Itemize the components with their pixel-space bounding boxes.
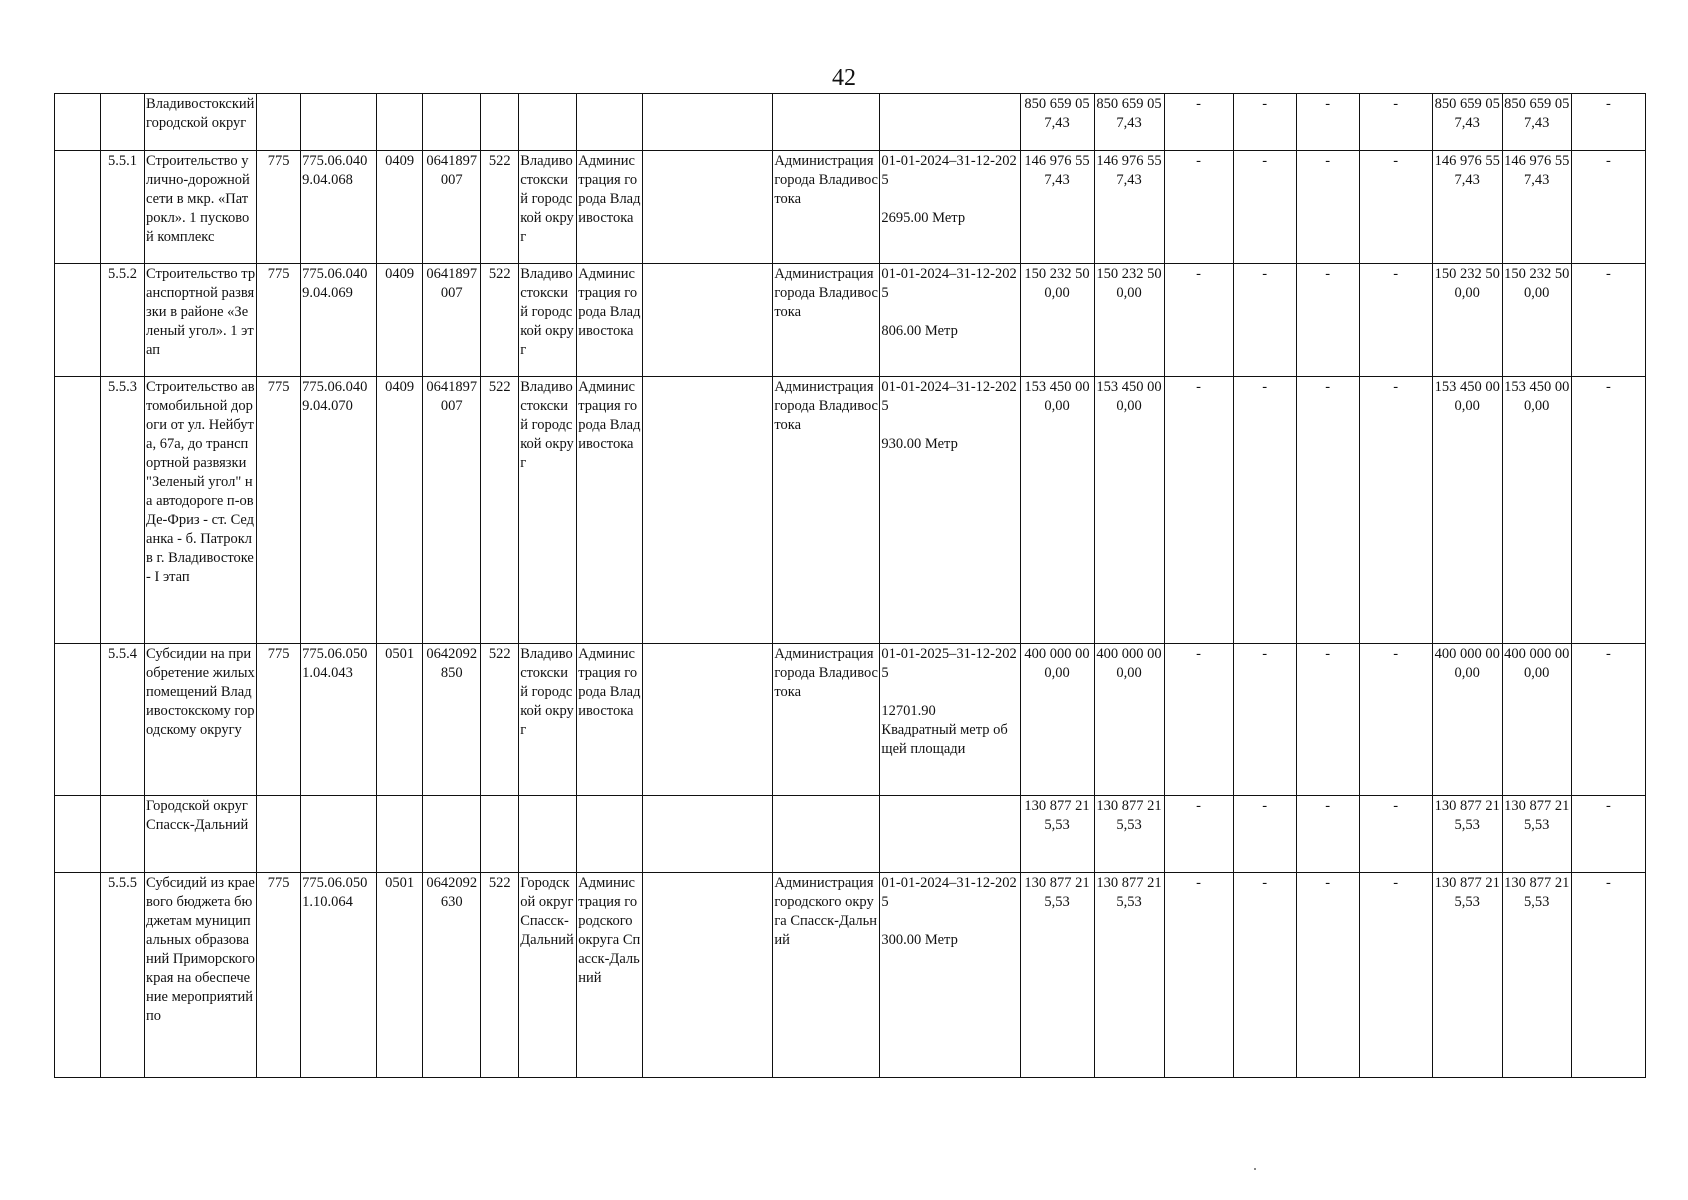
dash-cell-text: - xyxy=(1605,153,1611,169)
dash-cell xyxy=(1164,264,1233,377)
measure-name-text: Строительство автомобильной дороги от ул. Нейбута, 67а, до транспортной развязки "Зеленый угол" на автодороге п-ов Де-Фриз - ст. Седанка - б. Патрокл в г. Владивостоке - I этап xyxy=(146,379,258,585)
section-code xyxy=(377,151,423,264)
row-number-text: 5.5.5 xyxy=(108,875,138,891)
responsible xyxy=(773,377,880,644)
vr-code xyxy=(481,94,519,151)
row-number-text: 5.5.4 xyxy=(108,646,138,662)
dash-cell xyxy=(1571,873,1645,1078)
section-code-text: 0409 xyxy=(385,153,415,169)
blank-cell xyxy=(55,94,101,151)
total-amount-text: 400 000 000,00 xyxy=(1024,646,1090,681)
grbs-code xyxy=(257,94,301,151)
measure-name-text: Городской округ Спасск-Дальний xyxy=(146,798,252,833)
section-code xyxy=(377,264,423,377)
regional-amount xyxy=(1432,151,1502,264)
dash-cell-text: - xyxy=(1325,153,1331,169)
territory-text: Владивостокский городской округ xyxy=(520,266,574,358)
blank-cell xyxy=(55,644,101,796)
table-row xyxy=(55,644,1646,796)
period-indicator-text: 01-01-2024–31-12-2025 300.00 Метр xyxy=(881,875,1017,948)
dash-cell xyxy=(1164,873,1233,1078)
csr-code-text: 0641897007 xyxy=(426,379,478,414)
vr-code xyxy=(481,796,519,873)
regional-amount-text: 150 232 500,00 xyxy=(1434,266,1500,301)
dash-cell-text: - xyxy=(1325,798,1331,814)
period-indicator-text: 01-01-2024–31-12-2025 806.00 Метр xyxy=(881,266,1017,339)
dash-cell-text: - xyxy=(1262,379,1268,395)
grbs-code-text: 775 xyxy=(267,266,290,282)
target-code-text: 775.06.0501.10.064 xyxy=(302,875,368,910)
regional-amount xyxy=(1432,644,1502,796)
dash-cell xyxy=(1164,151,1233,264)
dash-cell-text: - xyxy=(1196,96,1201,112)
sum-amount xyxy=(1502,264,1571,377)
executor xyxy=(577,873,643,1078)
csr-code-text: 0641897007 xyxy=(426,153,478,188)
section-code xyxy=(377,644,423,796)
empty-cell xyxy=(643,151,773,264)
dash-cell xyxy=(1233,377,1296,644)
sum-amount xyxy=(1502,151,1571,264)
target-code xyxy=(301,377,377,644)
period-indicator xyxy=(880,796,1020,873)
dash-cell xyxy=(1296,151,1359,264)
federal-amount xyxy=(1094,264,1164,377)
dash-cell-text: - xyxy=(1605,96,1611,112)
regional-amount xyxy=(1432,94,1502,151)
dash-cell xyxy=(1296,377,1359,644)
row-number xyxy=(101,94,145,151)
target-code xyxy=(301,873,377,1078)
empty-cell xyxy=(643,644,773,796)
territory xyxy=(519,94,577,151)
regional-amount xyxy=(1432,377,1502,644)
responsible-text: Администрация города Владивостока xyxy=(774,266,878,320)
measure-name xyxy=(145,264,257,377)
dash-cell xyxy=(1296,873,1359,1078)
dash-cell xyxy=(1359,377,1432,644)
measure-name-text: Строительство улично-дорожной сети в мкр. «Патрокл». 1 пусковой комплекс xyxy=(146,153,254,245)
dash-cell xyxy=(1359,94,1432,151)
csr-code xyxy=(423,796,481,873)
executor-text: Администрация города Владивостока xyxy=(578,379,641,452)
dash-cell xyxy=(1296,796,1359,873)
period-indicator xyxy=(880,377,1020,644)
dash-cell xyxy=(1164,644,1233,796)
regional-amount-text: 146 976 557,43 xyxy=(1434,153,1500,188)
blank-cell xyxy=(55,377,101,644)
responsible-text: Администрация города Владивостока xyxy=(774,379,878,433)
period-indicator xyxy=(880,644,1020,796)
target-code-text: 775.06.0409.04.070 xyxy=(302,379,368,414)
responsible xyxy=(773,264,880,377)
period-indicator xyxy=(880,873,1020,1078)
csr-code xyxy=(423,151,481,264)
blank-cell xyxy=(55,151,101,264)
section-code-text: 0501 xyxy=(385,875,415,891)
vr-code-text: 522 xyxy=(488,875,511,891)
executor xyxy=(577,644,643,796)
empty-cell xyxy=(643,94,773,151)
dash-cell-text: - xyxy=(1262,266,1268,282)
measure-name-text: Владивостокский городской округ xyxy=(146,96,259,131)
territory-text: Городской округ Спасск-Дальний xyxy=(520,875,578,948)
dash-cell-text: - xyxy=(1196,875,1201,891)
empty-cell xyxy=(643,264,773,377)
row-number xyxy=(101,796,145,873)
section-code xyxy=(377,873,423,1078)
row-number xyxy=(101,151,145,264)
dash-cell-text: - xyxy=(1393,798,1399,814)
dash-cell-text: - xyxy=(1262,798,1268,814)
territory-text: Владивостокский городской округ xyxy=(520,153,574,245)
dash-cell xyxy=(1359,796,1432,873)
table-row xyxy=(55,94,1646,151)
target-code-text: 775.06.0409.04.069 xyxy=(302,266,368,301)
csr-code xyxy=(423,873,481,1078)
sum-amount-text: 850 659 057,43 xyxy=(1504,96,1570,131)
dash-cell xyxy=(1571,796,1645,873)
section-code-text: 0409 xyxy=(385,266,415,282)
csr-code-text: 0641897007 xyxy=(426,266,478,301)
target-code-text: 775.06.0501.04.043 xyxy=(302,646,368,681)
blank-cell xyxy=(55,796,101,873)
dash-cell-text: - xyxy=(1262,153,1268,169)
federal-amount xyxy=(1094,644,1164,796)
federal-amount-text: 400 000 000,00 xyxy=(1096,646,1162,681)
csr-code xyxy=(423,377,481,644)
total-amount xyxy=(1020,151,1094,264)
executor-text: Администрация города Владивостока xyxy=(578,266,641,339)
total-amount xyxy=(1020,873,1094,1078)
dash-cell-text: - xyxy=(1393,875,1399,891)
table-row xyxy=(55,151,1646,264)
total-amount xyxy=(1020,644,1094,796)
empty-cell xyxy=(643,796,773,873)
period-indicator-text: 01-01-2025–31-12-2025 12701.90 Квадратный метр общей площади xyxy=(881,646,1017,757)
sum-amount-text: 146 976 557,43 xyxy=(1504,153,1570,188)
regional-amount xyxy=(1432,264,1502,377)
total-amount-text: 146 976 557,43 xyxy=(1024,153,1090,188)
measure-name xyxy=(145,873,257,1078)
dash-cell xyxy=(1359,644,1432,796)
dash-cell xyxy=(1571,94,1645,151)
dash-cell-text: - xyxy=(1393,379,1399,395)
target-code xyxy=(301,94,377,151)
period-indicator-text: 01-01-2024–31-12-2025 930.00 Метр xyxy=(881,379,1017,452)
measure-name-text: Субсидии на приобретение жилых помещений Владивостокскому городскому округу xyxy=(146,646,259,738)
responsible xyxy=(773,644,880,796)
responsible-text: Администрация города Владивостока xyxy=(774,153,878,207)
executor xyxy=(577,796,643,873)
responsible xyxy=(773,873,880,1078)
period-indicator xyxy=(880,94,1020,151)
executor-text: Администрация города Владивостока xyxy=(578,646,641,719)
sum-amount xyxy=(1502,796,1571,873)
federal-amount-text: 153 450 000,00 xyxy=(1096,379,1162,414)
dash-cell xyxy=(1571,377,1645,644)
target-code xyxy=(301,151,377,264)
section-code-text: 0501 xyxy=(385,646,415,662)
responsible xyxy=(773,94,880,151)
grbs-code-text: 775 xyxy=(267,875,290,891)
sum-amount-text: 130 877 215,53 xyxy=(1504,875,1570,910)
table-row xyxy=(55,377,1646,644)
table-row xyxy=(55,873,1646,1078)
scan-speck xyxy=(1254,1168,1256,1170)
row-number xyxy=(101,873,145,1078)
dash-cell-text: - xyxy=(1262,875,1268,891)
total-amount xyxy=(1020,377,1094,644)
row-number xyxy=(101,264,145,377)
regional-amount xyxy=(1432,796,1502,873)
row-number-text: 5.5.3 xyxy=(108,379,138,395)
dash-cell-text: - xyxy=(1393,266,1399,282)
dash-cell xyxy=(1296,94,1359,151)
section-code-text: 0409 xyxy=(385,379,415,395)
csr-code xyxy=(423,94,481,151)
grbs-code-text: 775 xyxy=(267,646,290,662)
measure-name xyxy=(145,796,257,873)
measure-name-text: Субсидий из краевого бюджета бюджетам муниципальных образований Приморского края на обеспечение мероприятий по xyxy=(146,875,259,1024)
responsible xyxy=(773,151,880,264)
federal-amount xyxy=(1094,796,1164,873)
dash-cell xyxy=(1233,151,1296,264)
section-code xyxy=(377,94,423,151)
sum-amount-text: 130 877 215,53 xyxy=(1504,798,1570,833)
sum-amount-text: 150 232 500,00 xyxy=(1504,266,1570,301)
measure-name xyxy=(145,151,257,264)
dash-cell xyxy=(1164,796,1233,873)
federal-amount-text: 150 232 500,00 xyxy=(1096,266,1162,301)
measure-name xyxy=(145,377,257,644)
grbs-code xyxy=(257,644,301,796)
total-amount-text: 850 659 057,43 xyxy=(1024,96,1090,131)
dash-cell xyxy=(1296,644,1359,796)
dash-cell-text: - xyxy=(1605,379,1611,395)
measure-name-text: Строительство транспортной развязки в районе «Зеленый угол». 1 этап xyxy=(146,266,256,358)
dash-cell-text: - xyxy=(1196,646,1201,662)
dash-cell-text: - xyxy=(1325,646,1331,662)
measure-name xyxy=(145,94,257,151)
page-number: 42 xyxy=(832,65,856,91)
grbs-code xyxy=(257,377,301,644)
total-amount-text: 153 450 000,00 xyxy=(1024,379,1090,414)
dash-cell-text: - xyxy=(1196,266,1201,282)
dash-cell-text: - xyxy=(1605,266,1611,282)
dash-cell xyxy=(1233,873,1296,1078)
row-number-text: 5.5.1 xyxy=(108,153,138,169)
dash-cell xyxy=(1233,264,1296,377)
program-table xyxy=(54,93,1646,1078)
measure-name xyxy=(145,644,257,796)
sum-amount xyxy=(1502,94,1571,151)
federal-amount-text: 850 659 057,43 xyxy=(1096,96,1162,131)
csr-code-text: 0642092850 xyxy=(426,646,478,681)
dash-cell xyxy=(1571,264,1645,377)
federal-amount xyxy=(1094,873,1164,1078)
sum-amount xyxy=(1502,873,1571,1078)
dash-cell-text: - xyxy=(1262,646,1268,662)
dash-cell xyxy=(1233,796,1296,873)
territory xyxy=(519,264,577,377)
vr-code-text: 522 xyxy=(488,379,511,395)
dash-cell xyxy=(1233,644,1296,796)
target-code-text: 775.06.0409.04.068 xyxy=(302,153,368,188)
regional-amount-text: 850 659 057,43 xyxy=(1434,96,1500,131)
sum-amount-text: 400 000 000,00 xyxy=(1504,646,1570,681)
vr-code xyxy=(481,644,519,796)
dash-cell-text: - xyxy=(1325,875,1331,891)
executor xyxy=(577,377,643,644)
section-code xyxy=(377,377,423,644)
executor-text: Администрация города Владивостока xyxy=(578,153,641,226)
territory-text: Владивостокский городской округ xyxy=(520,379,574,471)
vr-code-text: 522 xyxy=(488,153,511,169)
empty-cell xyxy=(643,377,773,644)
territory xyxy=(519,644,577,796)
period-indicator xyxy=(880,151,1020,264)
dash-cell-text: - xyxy=(1605,875,1611,891)
total-amount xyxy=(1020,796,1094,873)
dash-cell-text: - xyxy=(1393,153,1399,169)
vr-code-text: 522 xyxy=(488,646,511,662)
total-amount xyxy=(1020,94,1094,151)
table-row xyxy=(55,796,1646,873)
regional-amount xyxy=(1432,873,1502,1078)
period-indicator xyxy=(880,264,1020,377)
total-amount-text: 150 232 500,00 xyxy=(1024,266,1090,301)
territory-text: Владивостокский городской округ xyxy=(520,646,574,738)
dash-cell xyxy=(1571,644,1645,796)
target-code xyxy=(301,796,377,873)
total-amount xyxy=(1020,264,1094,377)
csr-code-text: 0642092630 xyxy=(426,875,478,910)
responsible-text: Администрация города Владивостока xyxy=(774,646,878,700)
grbs-code-text: 775 xyxy=(267,153,290,169)
total-amount-text: 130 877 215,53 xyxy=(1024,798,1090,833)
grbs-code xyxy=(257,264,301,377)
vr-code xyxy=(481,264,519,377)
table-row xyxy=(55,264,1646,377)
total-amount-text: 130 877 215,53 xyxy=(1024,875,1090,910)
dash-cell-text: - xyxy=(1325,96,1331,112)
grbs-code-text: 775 xyxy=(267,379,290,395)
territory xyxy=(519,873,577,1078)
dash-cell-text: - xyxy=(1605,798,1611,814)
federal-amount-text: 130 877 215,53 xyxy=(1096,798,1162,833)
executor xyxy=(577,94,643,151)
grbs-code xyxy=(257,151,301,264)
dash-cell-text: - xyxy=(1393,96,1399,112)
dash-cell-text: - xyxy=(1196,153,1201,169)
vr-code-text: 522 xyxy=(488,266,511,282)
sum-amount-text: 153 450 000,00 xyxy=(1504,379,1570,414)
dash-cell-text: - xyxy=(1262,96,1268,112)
grbs-code xyxy=(257,796,301,873)
row-number-text: 5.5.2 xyxy=(108,266,138,282)
period-indicator-text: 01-01-2024–31-12-2025 2695.00 Метр xyxy=(881,153,1017,226)
row-number xyxy=(101,644,145,796)
dash-cell xyxy=(1359,264,1432,377)
dash-cell xyxy=(1571,151,1645,264)
section-code xyxy=(377,796,423,873)
dash-cell-text: - xyxy=(1393,646,1399,662)
responsible xyxy=(773,796,880,873)
federal-amount xyxy=(1094,377,1164,644)
sum-amount xyxy=(1502,644,1571,796)
dash-cell-text: - xyxy=(1325,266,1331,282)
dash-cell xyxy=(1164,377,1233,644)
target-code xyxy=(301,264,377,377)
dash-cell-text: - xyxy=(1196,798,1201,814)
responsible-text: Администрация городского округа Спасск-Дальний xyxy=(774,875,878,948)
regional-amount-text: 153 450 000,00 xyxy=(1434,379,1500,414)
regional-amount-text: 400 000 000,00 xyxy=(1434,646,1500,681)
dash-cell xyxy=(1296,264,1359,377)
vr-code xyxy=(481,873,519,1078)
dash-cell-text: - xyxy=(1325,379,1331,395)
executor-text: Администрация городского округа Спасск-Дальний xyxy=(578,875,641,986)
target-code xyxy=(301,644,377,796)
dash-cell xyxy=(1359,873,1432,1078)
sum-amount xyxy=(1502,377,1571,644)
regional-amount-text: 130 877 215,53 xyxy=(1434,798,1500,833)
federal-amount-text: 146 976 557,43 xyxy=(1096,153,1162,188)
executor xyxy=(577,151,643,264)
dash-cell xyxy=(1164,94,1233,151)
vr-code xyxy=(481,151,519,264)
blank-cell xyxy=(55,873,101,1078)
row-number xyxy=(101,377,145,644)
grbs-code xyxy=(257,873,301,1078)
blank-cell xyxy=(55,264,101,377)
dash-cell-text: - xyxy=(1605,646,1611,662)
federal-amount-text: 130 877 215,53 xyxy=(1096,875,1162,910)
territory xyxy=(519,796,577,873)
territory xyxy=(519,377,577,644)
csr-code xyxy=(423,644,481,796)
csr-code xyxy=(423,264,481,377)
empty-cell xyxy=(643,873,773,1078)
vr-code xyxy=(481,377,519,644)
dash-cell xyxy=(1233,94,1296,151)
regional-amount-text: 130 877 215,53 xyxy=(1434,875,1500,910)
territory xyxy=(519,151,577,264)
executor xyxy=(577,264,643,377)
dash-cell-text: - xyxy=(1196,379,1201,395)
dash-cell xyxy=(1359,151,1432,264)
federal-amount xyxy=(1094,94,1164,151)
federal-amount xyxy=(1094,151,1164,264)
